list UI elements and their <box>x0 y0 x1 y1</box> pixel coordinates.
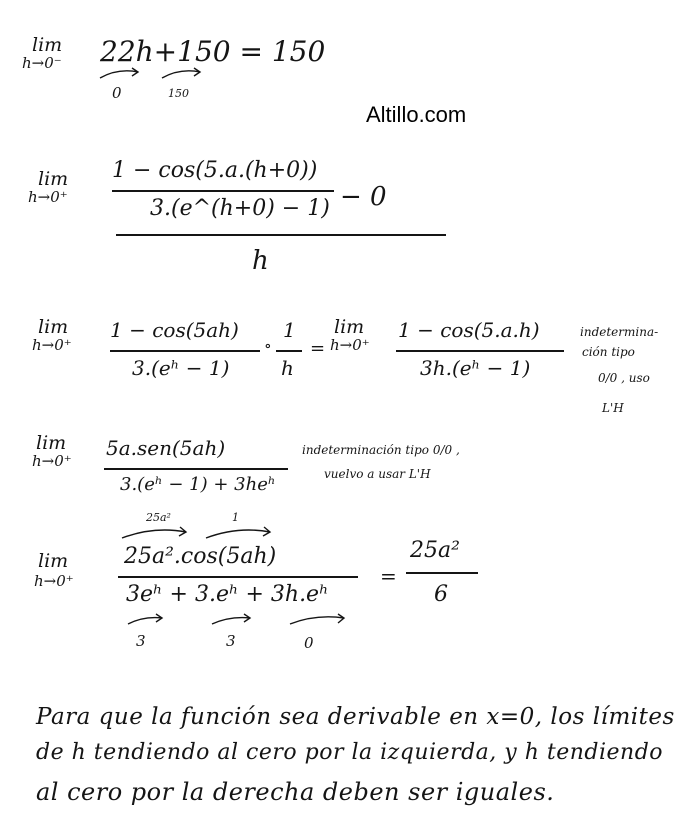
limit-3-denominator-1: 3.(eʰ − 1) <box>132 356 230 380</box>
limit-5-denominator: 3eʰ + 3.eʰ + 3h.eʰ <box>126 582 329 607</box>
limit-5-equals: = <box>380 564 397 588</box>
limit-3-label-2: lim <box>334 316 365 338</box>
limit-1-arrow-value-a: 0 <box>112 84 122 102</box>
limit-5-below-value-a: 3 <box>136 632 146 650</box>
limit-2-minus-zero: − 0 <box>340 182 387 212</box>
limit-2-inner-fraction-bar <box>112 190 334 192</box>
limit-3-numerator-3: 1 − cos(5.a.h) <box>398 318 540 342</box>
limit-4-numerator: 5a.sen(5ah) <box>106 436 226 460</box>
arrow-1b <box>160 66 204 82</box>
limit-3-denominator-3: 3h.(eʰ − 1) <box>420 356 531 380</box>
conclusion-line-1: Para que la función sea derivable en x=0, los límites <box>36 704 675 730</box>
conclusion-line-2: de h tendiendo al cero por la izquierda, y h tendiendo <box>36 740 664 765</box>
limit-3-fraction-bar-3 <box>396 350 564 352</box>
limit-2-outer-denominator: h <box>252 246 269 276</box>
limit-3-subscript: h→0⁺ <box>32 336 72 354</box>
limit-5-result-denominator: 6 <box>434 582 448 607</box>
limit-5-above-value-a: 25a² <box>146 511 171 524</box>
limit-2-denominator: 3.(e^(h+0) − 1) <box>150 196 330 221</box>
limit-3-subscript-2: h→0⁺ <box>330 336 370 354</box>
limit-3-note-line-4: L'H <box>602 401 624 415</box>
limit-3-note-line-2: ción tipo <box>582 345 635 359</box>
limit-5-numerator: 25a².cos(5ah) <box>124 544 277 569</box>
limit-3-fraction-bar-2 <box>276 350 302 352</box>
limit-5-below-value-c: 0 <box>304 634 314 652</box>
limit-3-label: lim <box>38 316 69 338</box>
limit-3-note-line-3: 0/0 , uso <box>598 371 650 385</box>
limit-5-above-value-b: 1 <box>232 511 239 524</box>
limit-4-denominator: 3.(eʰ − 1) + 3heʰ <box>120 474 276 495</box>
arrow-5-above-a <box>120 524 190 542</box>
limit-3-note-line-1: indetermina- <box>580 325 659 339</box>
limit-3-fraction-bar-1 <box>110 350 260 352</box>
limit-4-note-line-2: vuelvo a usar L'H <box>324 467 431 481</box>
limit-5-result-numerator: 25a² <box>410 538 460 563</box>
limit-5-fraction-bar <box>118 576 358 578</box>
limit-4-subscript: h→0⁺ <box>32 452 72 470</box>
arrow-1a <box>98 66 142 82</box>
arrow-5-below-b <box>210 612 254 628</box>
watermark-text: Altillo.com <box>366 102 467 127</box>
limit-4-label: lim <box>36 432 67 454</box>
limit-2-subscript: h→0⁺ <box>28 188 68 206</box>
arrow-5-below-c <box>288 612 348 630</box>
limit-2-outer-fraction-bar <box>116 234 446 236</box>
arrow-5-above-b <box>204 524 274 542</box>
limit-3-denominator-2: h <box>281 356 294 380</box>
conclusion-line-3: al cero por la derecha deben ser iguales. <box>36 778 555 806</box>
limit-1-arrow-value-b: 150 <box>168 87 189 100</box>
limit-3-numerator-1: 1 − cos(5ah) <box>110 318 239 342</box>
limit-3-dot: ∘ <box>264 336 272 355</box>
limit-5-below-value-b: 3 <box>226 632 236 650</box>
limit-5-label: lim <box>38 550 69 572</box>
limit-3-equals: = <box>310 338 326 359</box>
limit-3-numerator-2: 1 <box>283 318 296 342</box>
limit-4-fraction-bar <box>104 468 288 470</box>
limit-5-result-fraction-bar <box>406 572 478 574</box>
limit-1-subscript: h→0⁻ <box>22 54 62 72</box>
limit-1-label: lim <box>32 34 63 56</box>
limit-5-subscript: h→0⁺ <box>34 572 74 590</box>
limit-2-numerator: 1 − cos(5.a.(h+0)) <box>112 158 318 183</box>
limit-4-note-line-1: indeterminación tipo 0/0 , <box>302 443 460 457</box>
limit-1-expression: 22h+150 = 150 <box>100 35 326 68</box>
arrow-5-below-a <box>126 612 166 628</box>
limit-2-label: lim <box>38 168 69 190</box>
